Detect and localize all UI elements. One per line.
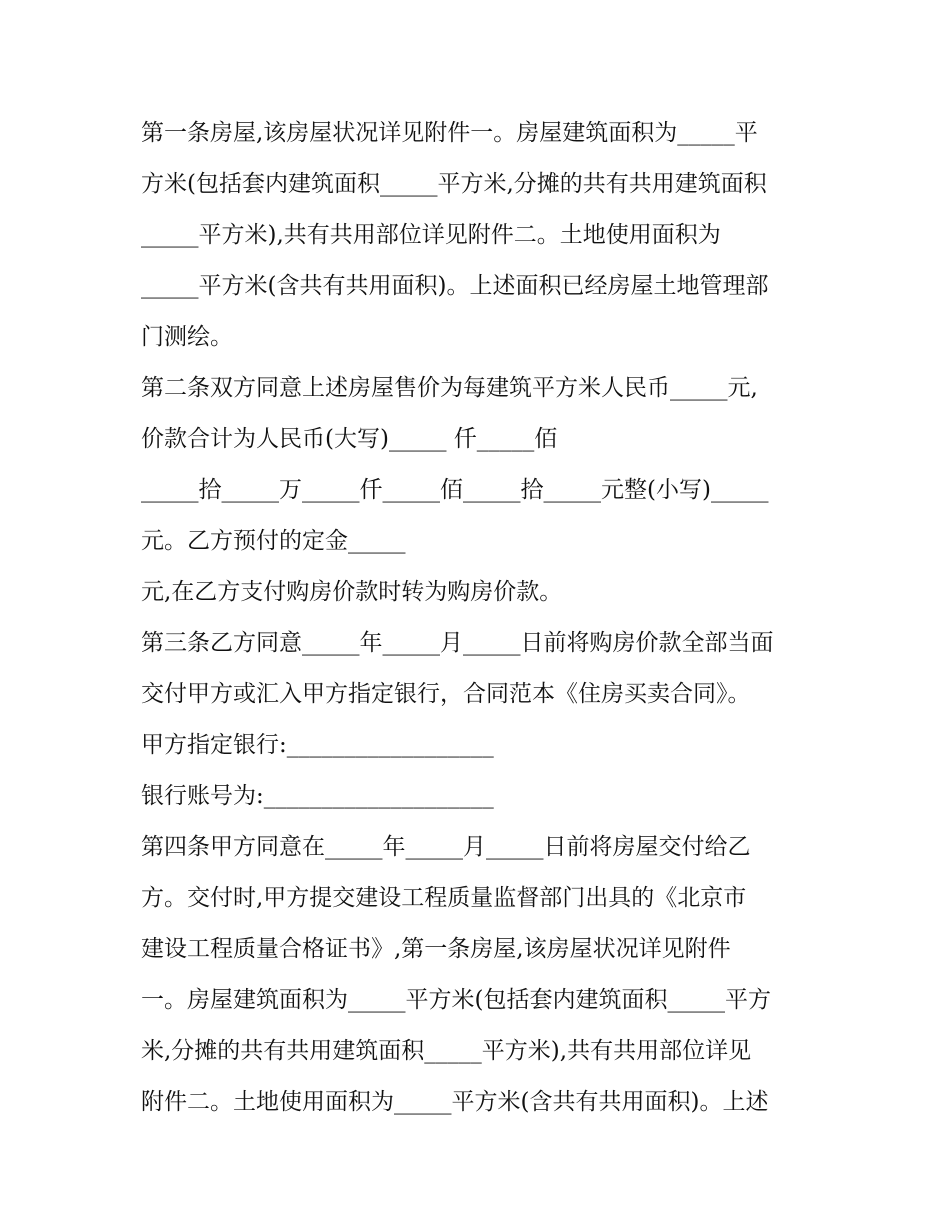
text-line-5: 门测绘。: [141, 324, 233, 350]
text-line-16: 方。交付时,甲方提交建设工程质量监督部门出具的《北京市: [141, 885, 747, 911]
text-line-17: 建设工程质量合格证书》,第一条房屋,该房屋状况详见附件: [141, 936, 731, 962]
text-line-18: 一。房屋建筑面积为_____平方米(包括套内建筑面积_____平方: [141, 987, 771, 1013]
text-line-6: 第二条双方同意上述房屋售价为每建筑平方米人民币_____元,: [141, 375, 758, 401]
text-line-1: 第一条房屋,该房屋状况详见附件一。房屋建筑面积为_____平: [141, 120, 758, 146]
text-line-15: 第四条甲方同意在_____年_____月_____日前将房屋交付给乙: [141, 834, 751, 860]
text-line-19: 米,分摊的共有共用建筑面积_____平方米),共有共用部位详见: [141, 1038, 752, 1064]
text-line-13: 甲方指定银行:__________________: [141, 732, 494, 758]
text-line-12: 交付甲方或汇入甲方指定银行，合同范本《住房买卖合同》。: [141, 681, 751, 707]
text-line-3: _____平方米),共有共用部位详见附件二。土地使用面积为: [141, 222, 721, 248]
text-line-10: 元,在乙方支付购房价款时转为购房价款。: [141, 579, 563, 605]
text-line-2: 方米(包括套内建筑面积_____平方米,分摊的共有共用建筑面积: [141, 171, 767, 197]
text-line-14: 银行账号为:____________________: [141, 783, 494, 809]
text-line-8: _____拾_____万_____仟_____佰_____拾_____元整(小写)_____: [141, 477, 769, 503]
contract-text: [141, 108, 831, 1128]
text-line-11: 第三条乙方同意_____年_____月_____日前将购房价款全部当面: [141, 630, 774, 656]
text-line-9: 元。乙方预付的定金_____: [141, 528, 406, 554]
text-line-7: 价款合计为人民币(大写)_____ 仟_____佰: [141, 426, 558, 452]
text-line-20: 附件二。土地使用面积为_____平方米(含共有共用面积)。上述: [141, 1089, 769, 1115]
text-line-4: _____平方米(含共有共用面积)。上述面积已经房屋土地管理部: [141, 273, 769, 299]
